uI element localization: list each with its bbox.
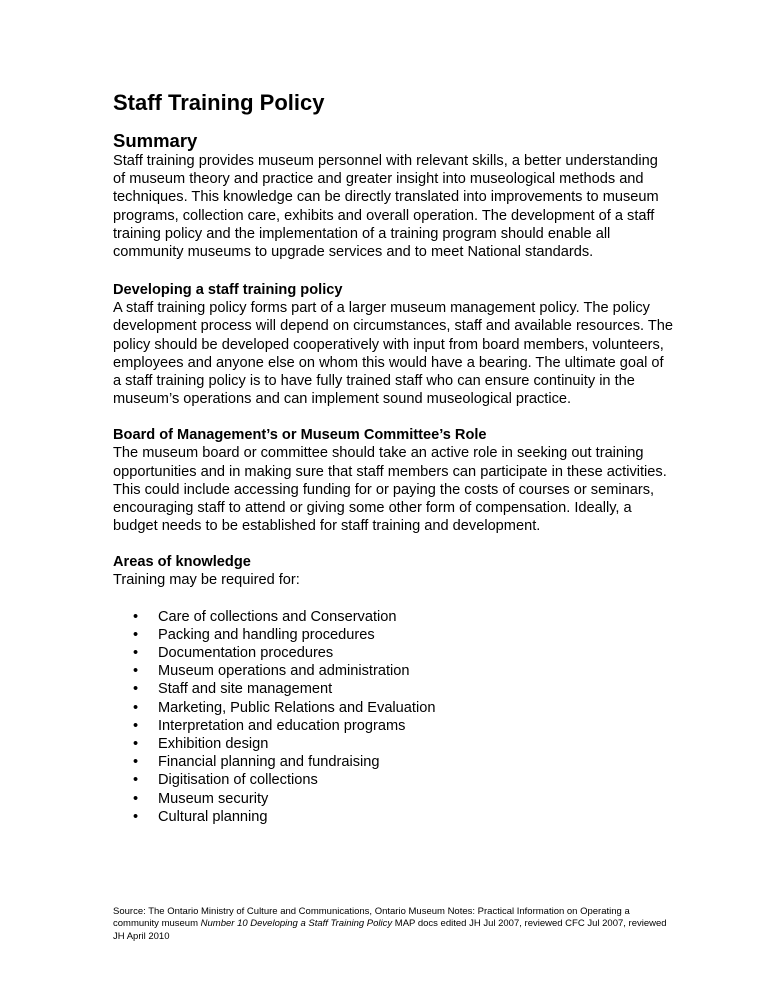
bullet-icon: • (133, 717, 139, 734)
bullet-icon: • (133, 645, 139, 662)
developing-paragraph: A staff training policy forms part of a larger museum management policy. The policy development process will depend on circumstances, staff and available resources. The policy should be developed cooperatively with input from board members, volunteers, employees and anyone else on whom this would have a bearing. The ultimate goal of a staff training policy is to have fully trained staff who can ensure continuity in the museum’s operations and can implement sound museological practice. (113, 300, 674, 408)
areas-intro: Training may be required for: (113, 572, 300, 589)
list-item-label: Interpretation and education programs (158, 717, 406, 734)
list-item (113, 753, 673, 771)
areas-list (113, 608, 673, 826)
list-item-label: Cultural planning (158, 808, 268, 825)
summary-section (113, 130, 673, 261)
bullet-icon: • (133, 681, 139, 698)
list-item-label: Museum operations and administration (158, 663, 410, 680)
page-title: Staff Training Policy (113, 90, 325, 115)
bullet-icon: • (133, 608, 139, 625)
bullet-icon: • (133, 736, 139, 753)
list-item (113, 735, 673, 753)
list-item-label: Digitisation of collections (158, 772, 318, 789)
list-item-label: Exhibition design (158, 736, 269, 753)
list-item (113, 717, 673, 735)
bullet-icon: • (133, 663, 139, 680)
list-item-label: Marketing, Public Relations and Evaluation (158, 699, 436, 716)
list-item-label: Financial planning and fundraising (158, 754, 380, 771)
list-item-label: Documentation procedures (158, 645, 334, 662)
board-role-paragraph: The museum board or committee should take an active role in seeking out training opportunities and in making sure that staff members can participate in these activities. This could include accessing funding for or paying the costs of courses or seminars, encouraging staff to attend or giving some other form of compensation. Ideally, a budget needs to be established for staff training and development. (113, 445, 667, 535)
footer-source-text: Source: The Ontario Ministry of Culture and Communications, Ontario Museum Notes: Practical Information on Operating a community museum (113, 906, 630, 930)
list-item-label: Packing and handling procedures (158, 626, 375, 643)
footer-revision-text: MAP docs edited JH Jul 2007, reviewed CFC Jul 2007, reviewed JH April 2010 (113, 918, 667, 942)
areas-heading: Areas of knowledge (113, 554, 251, 571)
list-item (113, 626, 673, 644)
footer-document-title: Number 10 Developing a Staff Training Policy (200, 918, 393, 930)
bullet-icon: • (133, 699, 139, 716)
list-item (113, 771, 673, 789)
list-item (113, 790, 673, 808)
bullet-icon: • (133, 808, 139, 825)
list-item (113, 662, 673, 680)
developing-heading: Developing a staff training policy (113, 282, 343, 299)
bullet-icon: • (133, 772, 139, 789)
summary-paragraph: Staff training provides museum personnel with relevant skills, a better understanding of museum theory and practice and greater insight into museological methods and techniques. This knowledge can be directly translated into improvements to museum programs, collection care, exhibits and overall operation. The development of a staff training policy and the implementation of a training program should enable all community museums to upgrade services and to meet National standards. (113, 153, 659, 261)
areas-section (113, 553, 673, 826)
board-role-heading: Board of Management’s or Museum Committee’s Role (113, 427, 487, 444)
board-role-section (113, 426, 673, 535)
list-item-label: Care of collections and Conservation (158, 608, 397, 625)
source-footer (113, 906, 673, 943)
list-item (113, 680, 673, 698)
summary-heading: Summary (113, 130, 198, 151)
list-item (113, 608, 673, 626)
bullet-icon: • (133, 790, 139, 807)
list-item-label: Staff and site management (158, 681, 333, 698)
bullet-icon: • (133, 754, 139, 771)
developing-section (113, 281, 673, 408)
list-item (113, 644, 673, 662)
list-item (113, 808, 673, 826)
list-item-label: Museum security (158, 790, 269, 807)
bullet-icon: • (133, 626, 139, 643)
document-body (113, 88, 673, 844)
list-item (113, 699, 673, 717)
